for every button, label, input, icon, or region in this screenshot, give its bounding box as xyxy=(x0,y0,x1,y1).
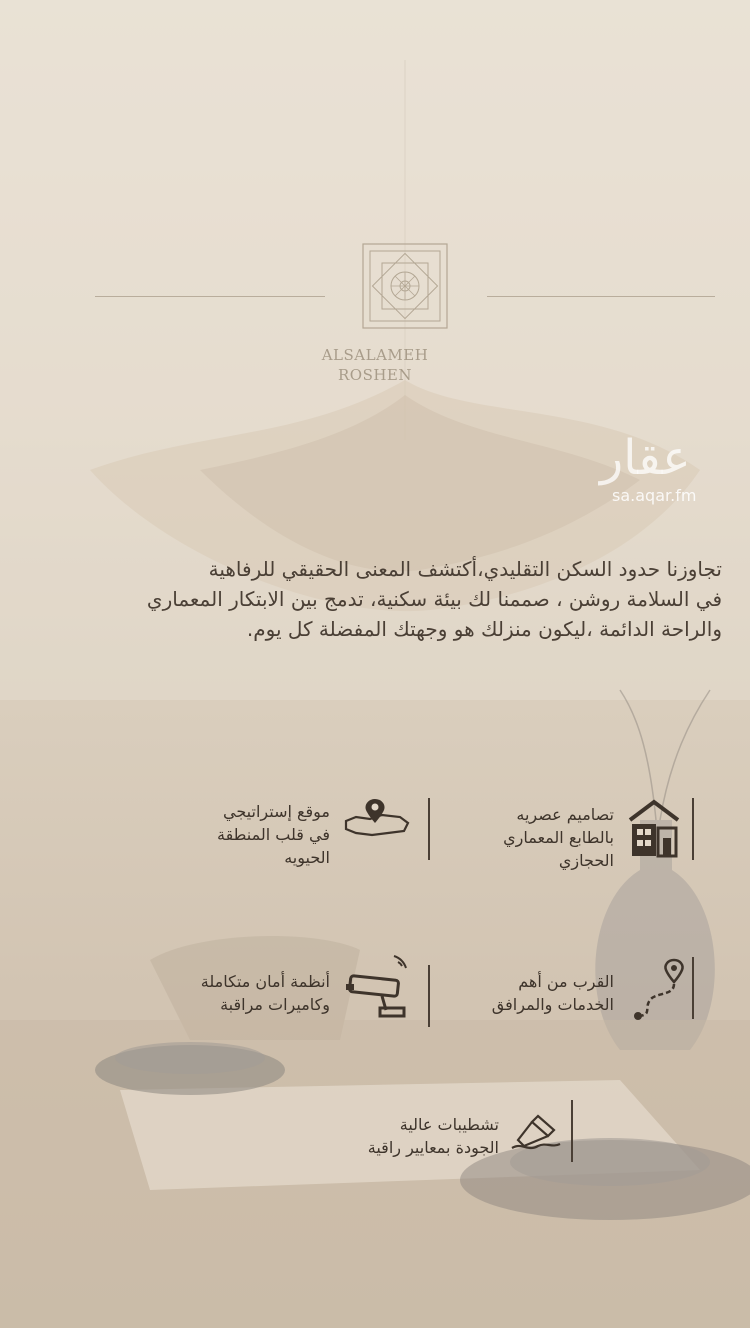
security-camera-icon xyxy=(342,952,414,1024)
feature-divider xyxy=(692,957,694,1019)
feature-proximity xyxy=(492,970,614,1016)
feature-line: الحيويه xyxy=(284,848,330,867)
brand-name-line1: ALSALAMEH xyxy=(321,346,429,364)
feature-line: تشطيبات عالية xyxy=(399,1115,499,1134)
intro-paragraph xyxy=(40,554,722,644)
feature-line: تصاميم عصريه xyxy=(516,805,614,824)
feature-line: الجودة بمعايير راقية xyxy=(367,1138,499,1157)
brand-name-line2: ROSHEN xyxy=(337,366,413,384)
paint-brush-icon xyxy=(508,1112,564,1154)
feature-divider xyxy=(428,965,430,1027)
feature-security xyxy=(201,970,330,1016)
intro-line: تجاوزنا حدود السكن التقليدي،أكتشف المعنى الحقيقي للرفاهية xyxy=(208,557,722,581)
feature-line: في قلب المنطقة xyxy=(216,825,330,844)
building-icon xyxy=(626,798,682,858)
feature-divider xyxy=(571,1100,573,1162)
feature-line: أنظمة أمان متكاملة xyxy=(200,972,330,991)
feature-divider xyxy=(692,798,694,860)
intro-line: والراحة الدائمة ،ليكون منزلك هو وجهتك المفضلة كل يوم. xyxy=(246,617,722,641)
feature-divider xyxy=(428,798,430,860)
feature-line: الخدمات والمرافق xyxy=(491,995,614,1014)
feature-line: وكاميرات مراقبة xyxy=(220,995,330,1014)
intro-line: في السلامة روشن ، صممنا لك بيئة سكنية، تدمج بين الابتكار المعماري xyxy=(146,587,722,611)
feature-finishes xyxy=(368,1113,499,1159)
feature-line: موقع إستراتيجي xyxy=(223,802,330,821)
feature-strategic-location xyxy=(217,800,330,869)
feature-line: الحجازي xyxy=(558,851,614,870)
map-location-icon xyxy=(342,797,414,841)
feature-line: بالطابع المعماري xyxy=(503,828,614,847)
watermark-logo: عقار xyxy=(600,430,691,486)
watermark-url: sa.aqar.fm xyxy=(612,486,697,505)
route-pin-icon xyxy=(626,956,686,1022)
feature-line: القرب من أهم xyxy=(518,972,614,991)
ornamental-seal-icon xyxy=(362,243,448,329)
logo-divider-right xyxy=(487,296,715,297)
logo-divider-left xyxy=(95,296,325,297)
feature-modern-designs xyxy=(503,803,614,872)
